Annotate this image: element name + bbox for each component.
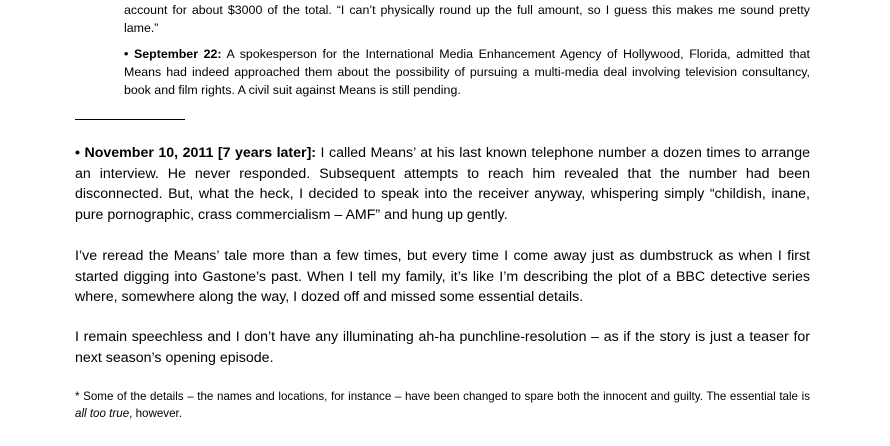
speechless-paragraph-text: I remain speechless and I don’t have any illuminating ah-ha punchline-resolution – as if the story is just a teaser for next season’s opening episode.: [75, 329, 810, 366]
november-entry: [75, 143, 810, 225]
september-entry: [124, 45, 810, 99]
september-entry-text: A spokesperson for the International Media Enhancement Agency of Hollywood, Florida, admitted that Means had indeed approached them about the possibility of pursuing a multi-media deal involving television consultancy, book and film rights. A civil suit against Means is still pending.: [124, 47, 810, 97]
reread-paragraph: [75, 246, 810, 308]
footnote-paragraph: [75, 388, 810, 422]
september-entry-paragraph: [124, 45, 810, 99]
footnote-tail: , however.: [129, 407, 182, 420]
november-entry-date: November 10, 2011 [7 years later]:: [84, 145, 317, 161]
footnote-emphasis: all too true: [75, 407, 130, 420]
section-separator: [75, 119, 185, 120]
november-entry-bullet: •: [75, 145, 80, 161]
speechless-paragraph: [75, 327, 810, 368]
november-entry-text: I called Means’ at his last known telephone number a dozen times to arrange an interview. He never responded. Subsequent attempts to reach him revealed that the number had been disconnected. But, what the heck, I decided to speak into the receiver anyway, whispering simply “childish, inane, pure pornographic, crass commercialism – AMF” and hung up gently.: [75, 145, 810, 223]
september-entry-date: September 22:: [133, 47, 222, 61]
continued-entry: [124, 1, 810, 37]
november-entry-paragraph: [75, 143, 810, 225]
september-entry-bullet: •: [124, 47, 129, 61]
footnote-lead: * Some of the details – the names and locations, for instance – have been changed to spare both the innocent and guilty. The essential tale is: [75, 390, 810, 403]
footnote: [75, 388, 810, 422]
reread-paragraph-text: I’ve reread the Means’ tale more than a few times, but every time I come away just as dumbstruck as when I first started digging into Gastone’s past. When I tell my family, it’s like I’m describing the plot of a BBC detective series where, somewhere along the way, I dozed off and missed some essential details.: [75, 248, 810, 305]
continued-entry-text: account for about $3000 of the total. “I can’t physically round up the full amount, so I guess this makes me sound pretty lame.”: [124, 3, 810, 35]
